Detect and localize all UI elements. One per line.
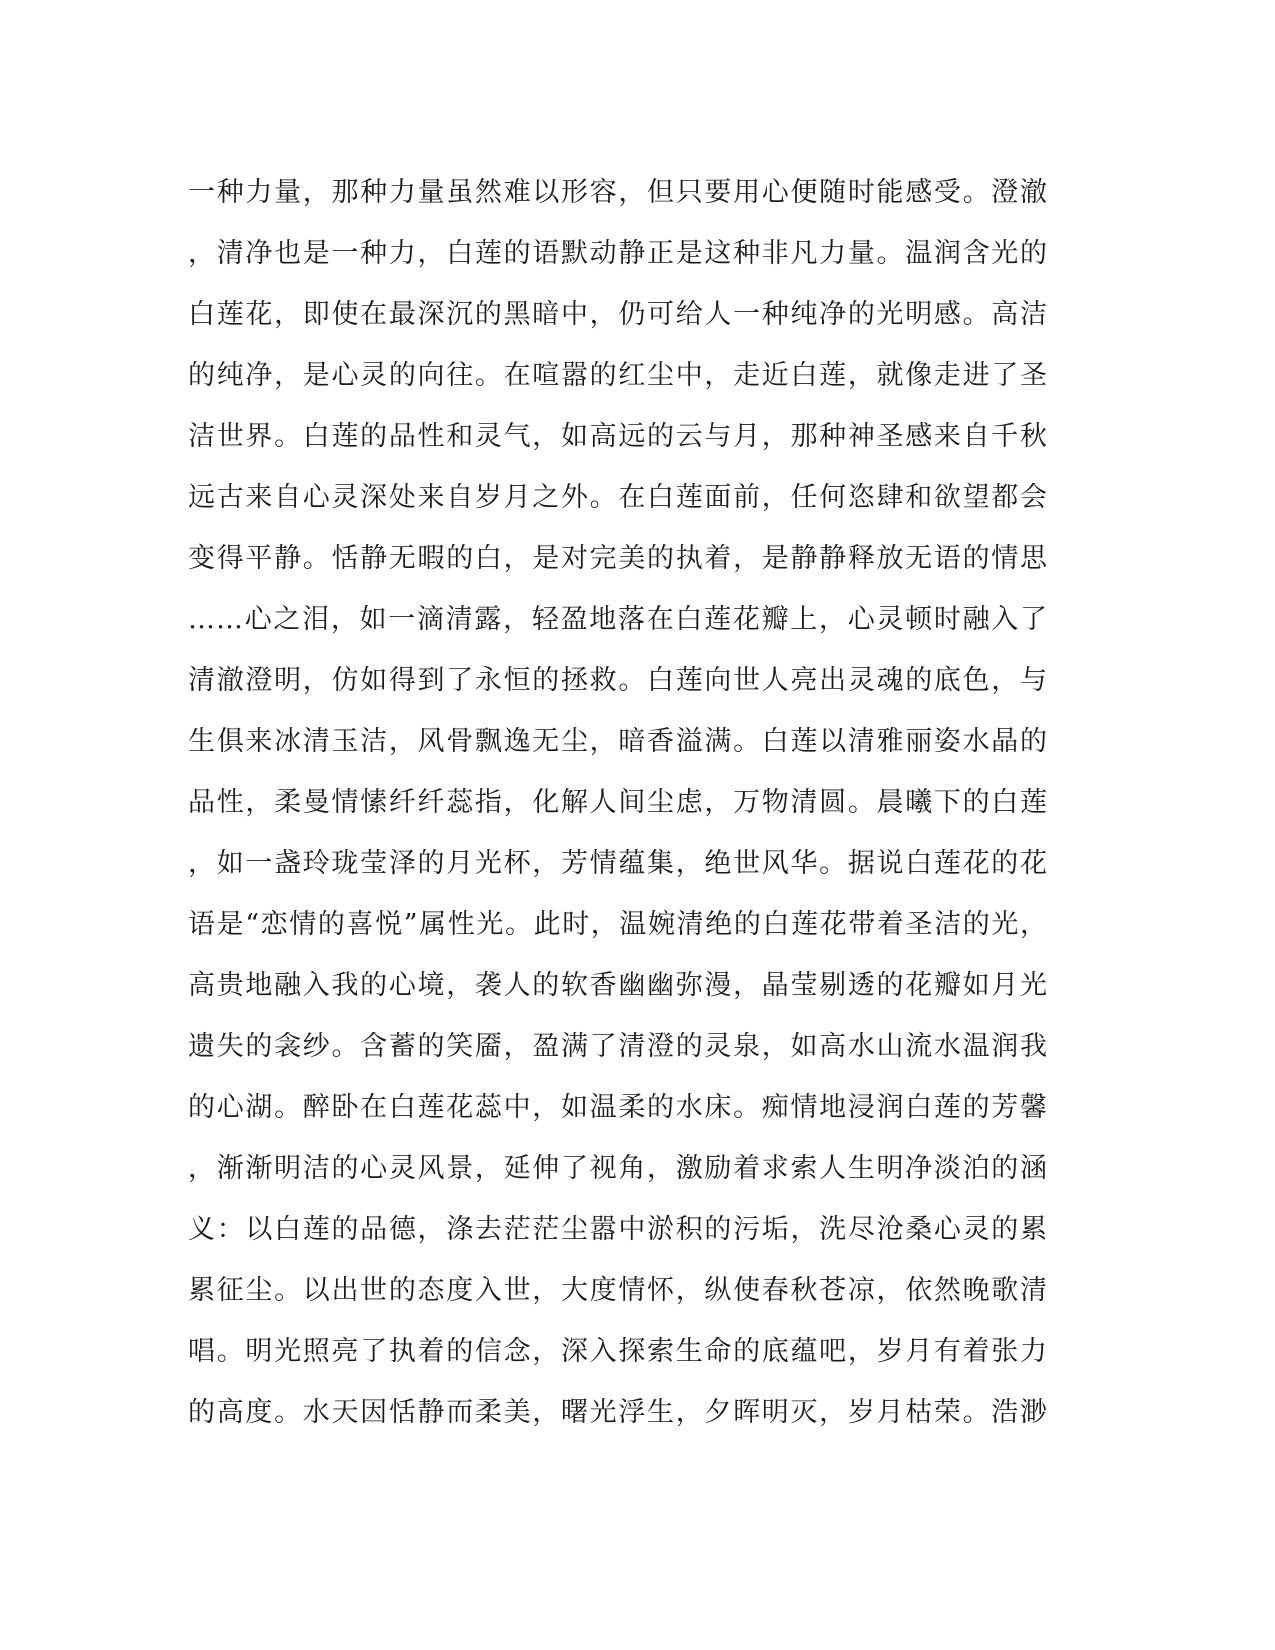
text-line: ，如一盏玲珑莹泽的月光杯，芳情蕴集，绝世风华。据说白莲花的花 [188, 848, 1048, 879]
text-line: 一种力量，那种力量虽然难以形容，但只要用心便随时能感受。澄澈 [188, 177, 1048, 208]
text-line: ，渐渐明洁的心灵风景，延伸了视角，激励着求索人生明净淡泊的涵 [188, 1153, 1048, 1184]
text-line: 白莲花，即使在最深沉的黑暗中，仍可给人一种纯净的光明感。高洁 [188, 299, 1048, 330]
text-line: 语是“恋情的喜悦”属性光。此时，温婉清绝的白莲花带着圣洁的光， [188, 909, 1048, 940]
text-line: 唱。明光照亮了执着的信念，深入探索生命的底蕴吧，岁月有着张力 [188, 1336, 1048, 1367]
text-line: 遗失的衾纱。含蓄的笑靥，盈满了清澄的灵泉，如高水山流水温润我 [188, 1031, 1048, 1062]
text-line: 累征尘。以出世的态度入世，大度情怀，纵使春秋苍凉，依然晚歌清 [188, 1275, 1048, 1306]
text-line: ……心之泪，如一滴清露，轻盈地落在白莲花瓣上，心灵顿时融入了 [188, 604, 1048, 635]
text-line: 变得平静。恬静无暇的白，是对完美的执着，是静静释放无语的情思 [188, 543, 1048, 574]
text-line: 的心湖。醉卧在白莲花蕊中，如温柔的水床。痴情地浸润白莲的芳馨 [188, 1092, 1048, 1123]
text-line: 高贵地融入我的心境，袭人的软香幽幽弥漫，晶莹剔透的花瓣如月光 [188, 970, 1048, 1001]
text-line: ，清净也是一种力，白莲的语默动静正是这种非凡力量。温润含光的 [188, 238, 1048, 269]
text-line: 洁世界。白莲的品性和灵气，如高远的云与月，那种神圣感来自千秋 [188, 421, 1048, 452]
text-line: 远古来自心灵深处来自岁月之外。在白莲面前，任何恣肆和欲望都会 [188, 482, 1048, 513]
text-line: 生俱来冰清玉洁，风骨飘逸无尘，暗香溢满。白莲以清雅丽姿水晶的 [188, 726, 1048, 757]
text-line: 清澈澄明，仿如得到了永恒的拯救。白莲向世人亮出灵魂的底色，与 [188, 665, 1048, 696]
text-line: 的纯净，是心灵的向往。在喧嚣的红尘中，走近白莲，就像走进了圣 [188, 360, 1048, 391]
text-line: 义：以白莲的品德，涤去茫茫尘嚣中淤积的污垢，洗尽沧桑心灵的累 [188, 1214, 1048, 1245]
body-text [188, 162, 1048, 1443]
text-line: 品性，柔曼情愫纤纤蕊指，化解人间尘虑，万物清圆。晨曦下的白莲 [188, 787, 1048, 818]
text-line: 的高度。水天因恬静而柔美，曙光浮生，夕晖明灭，岁月枯荣。浩渺 [188, 1397, 1048, 1428]
